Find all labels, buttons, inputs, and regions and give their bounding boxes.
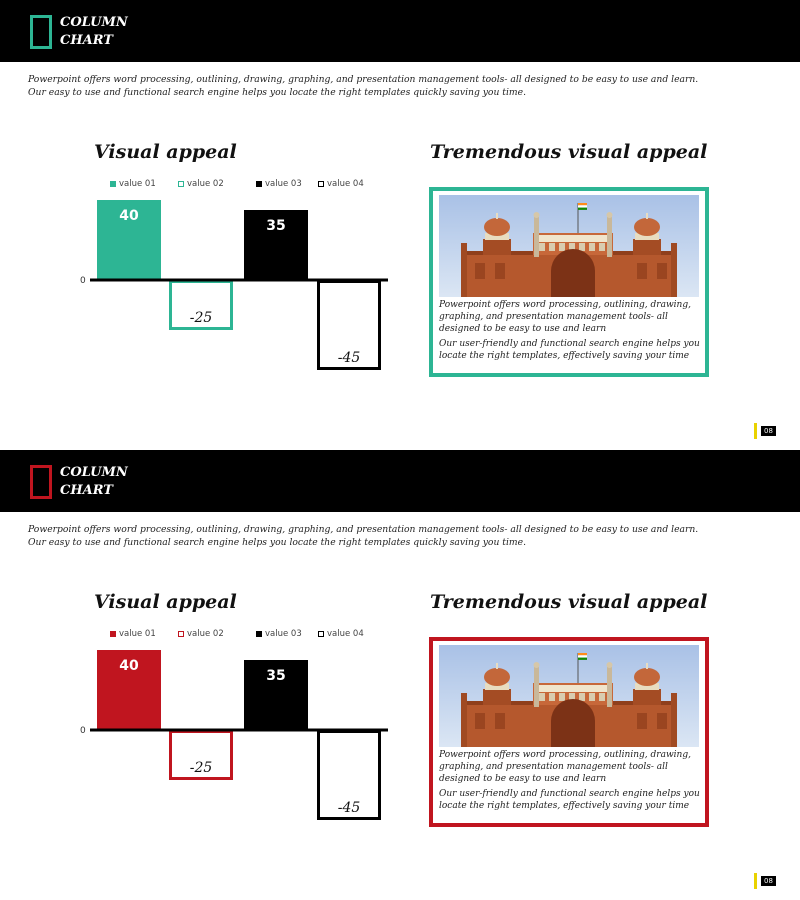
header-title-line2: CHART: [60, 483, 113, 498]
legend-label: value 01: [119, 629, 156, 639]
legend-swatch-icon: [110, 181, 116, 187]
header-title-line2: CHART: [60, 33, 113, 48]
description: [28, 523, 788, 549]
chart-svg: [70, 190, 400, 390]
zero-tick-label: 0: [80, 276, 86, 286]
legend-item: [110, 628, 156, 640]
legend-item: [318, 178, 364, 190]
bar-data-label: -25: [189, 760, 213, 776]
red-fort-photo: [439, 195, 699, 297]
bar-data-label: -45: [337, 350, 361, 366]
card-text-p1: Powerpoint offers word processing, outlining, drawing, graphing, and presentation management tools- all designed to be easy to use and learn: [439, 300, 691, 334]
legend-swatch-icon: [256, 181, 262, 187]
red-fort-photo: [439, 645, 699, 747]
slide-header: [0, 450, 800, 512]
description: [28, 73, 788, 99]
card-text: [439, 299, 703, 365]
column-chart: [70, 190, 400, 390]
bar-data-label: -45: [337, 800, 361, 816]
legend-label: value 04: [327, 179, 364, 189]
chart-title: Visual appeal: [94, 141, 237, 163]
header-title-line1: COLUMN: [60, 15, 128, 30]
legend-label: value 03: [265, 179, 302, 189]
header-title: [60, 464, 128, 500]
description-line2: Our easy to use and functional search engine helps you locate the right templates quickly saving you time.: [28, 537, 527, 548]
legend-item: [256, 178, 302, 190]
legend-swatch-icon: [110, 631, 116, 637]
page-number-label: 08: [761, 876, 776, 886]
description-line1: Powerpoint offers word processing, outlining, drawing, graphing, and presentation management tools- all designed to be easy to use and learn.: [28, 524, 699, 535]
chart-legend: [110, 178, 390, 190]
zero-tick-label: 0: [80, 726, 86, 736]
page-number: [754, 423, 776, 439]
page-number-bracket-icon: [754, 423, 757, 439]
card-text-p2: Our user-friendly and functional search engine helps you locate the right templates, effectively saving your time: [439, 339, 700, 361]
chart-svg: [70, 640, 400, 840]
photo-title: Tremendous visual appeal: [430, 141, 708, 163]
card-text-p2: Our user-friendly and functional search engine helps you locate the right templates, effectively saving your time: [439, 789, 700, 811]
card-text: [439, 749, 703, 815]
card-text-p1: Powerpoint offers word processing, outlining, drawing, graphing, and presentation management tools- all designed to be easy to use and learn: [439, 750, 691, 784]
legend-label: value 02: [187, 179, 224, 189]
column-chart: [70, 640, 400, 840]
page-number-label: 08: [761, 426, 776, 436]
header-title-line1: COLUMN: [60, 465, 128, 480]
legend-swatch-icon: [318, 181, 324, 187]
slide-header: [0, 0, 800, 62]
description-line1: Powerpoint offers word processing, outlining, drawing, graphing, and presentation management tools- all designed to be easy to use and learn.: [28, 74, 699, 85]
legend-label: value 03: [265, 629, 302, 639]
chart-legend: [110, 628, 390, 640]
header-title: [60, 14, 128, 50]
bar-data-label: 40: [119, 208, 139, 224]
header-square-icon: [30, 15, 52, 49]
chart-title: Visual appeal: [94, 591, 237, 613]
photo-card: [429, 187, 709, 377]
slide-2: [0, 450, 800, 900]
legend-swatch-icon: [178, 631, 184, 637]
legend-swatch-icon: [318, 631, 324, 637]
header-square-icon: [30, 465, 52, 499]
legend-item: [318, 628, 364, 640]
legend-label: value 01: [119, 179, 156, 189]
bar-data-label: 35: [266, 218, 286, 234]
legend-item: [256, 628, 302, 640]
description-line2: Our easy to use and functional search engine helps you locate the right templates quickly saving you time.: [28, 87, 527, 98]
legend-swatch-icon: [178, 181, 184, 187]
bar-data-label: 35: [266, 668, 286, 684]
photo-title: Tremendous visual appeal: [430, 591, 708, 613]
page-number: [754, 873, 776, 889]
legend-swatch-icon: [256, 631, 262, 637]
legend-item: [110, 178, 156, 190]
legend-item: [178, 178, 224, 190]
legend-label: value 02: [187, 629, 224, 639]
page-number-bracket-icon: [754, 873, 757, 889]
bar-data-label: -25: [189, 310, 213, 326]
photo-card: [429, 637, 709, 827]
legend-label: value 04: [327, 629, 364, 639]
legend-item: [178, 628, 224, 640]
bar-data-label: 40: [119, 658, 139, 674]
